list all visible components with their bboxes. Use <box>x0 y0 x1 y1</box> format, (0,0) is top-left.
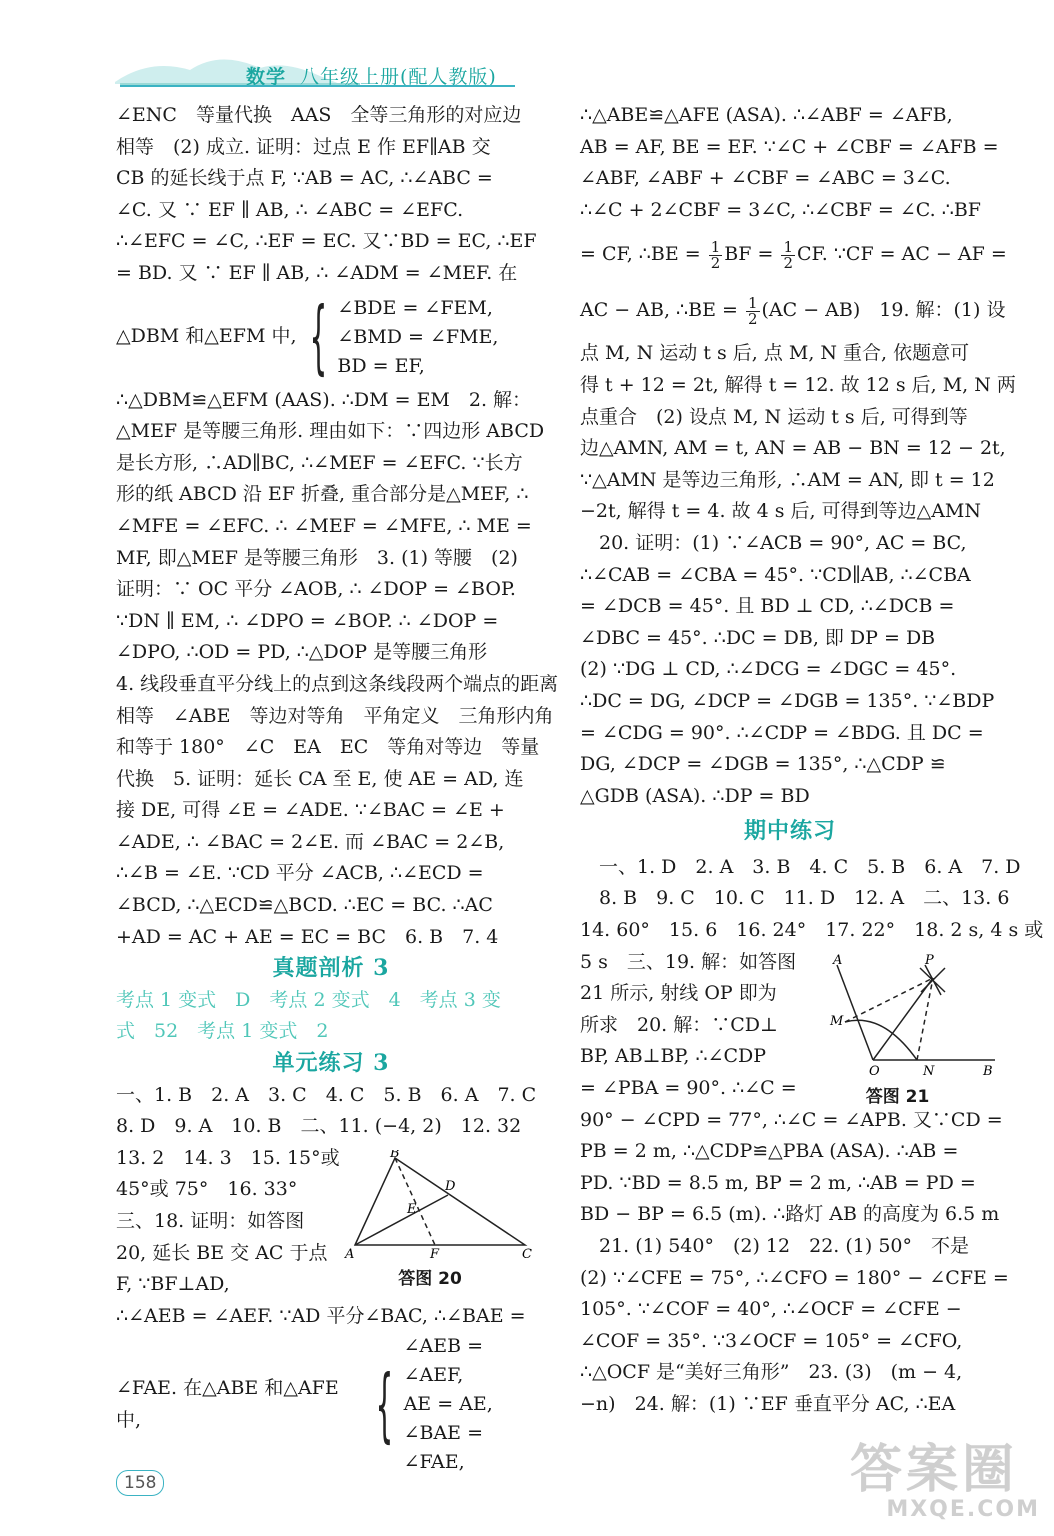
text-line: 5 s 三、19. 解：如答图 <box>580 950 797 973</box>
text-line: (2) ∵∠CFE = 75°, ∴∠CFO = 180° − ∠CFE = <box>580 1266 1009 1289</box>
text-line: −n) 24. 解：(1) ∵EF 垂直平分 AC, ∴EA <box>580 1392 956 1415</box>
text-line: = ∠PBA = 90°. ∴∠C = <box>580 1077 797 1100</box>
brace-prefix: ∠FAE. 在△ABE 和△AFE 中, <box>116 1377 339 1431</box>
fig20-label: E <box>407 1202 417 1217</box>
brace-lines <box>337 294 498 381</box>
text-line: 4. 线段垂直平分线上的点到这条线段两个端点的距离 <box>116 672 559 695</box>
fig20-label: F <box>430 1247 440 1260</box>
text-line: = ∠CDG = 90°. ∴∠CDP = ∠BDG. 且 DC = <box>580 721 984 744</box>
text-line: ∴∠EFC = ∠C, ∴EF = EC. 又∵BD = EC, ∴EF <box>116 230 537 253</box>
text-line: ∴△OCF 是“美好三角形” 23. (3) (m − 4, <box>580 1361 963 1384</box>
fraction: $\frac{1}{2}$ <box>747 293 758 328</box>
text-line: PD. ∵BD = 8.5 m, BP = 2 m, ∴AB = PD = <box>580 1171 976 1194</box>
text-line: F, ∵BF⊥AD, <box>116 1273 230 1296</box>
section-title-zhenti: 真题剖析 3 <box>272 955 390 982</box>
fig21-label: M <box>830 1014 844 1029</box>
text-line: 得 t + 12 = 2t, 解得 t = 12. 故 12 s 后, M, N 两 <box>580 373 1016 396</box>
fig21-label: N <box>923 1064 935 1078</box>
text-line: 代换 5. 证明：延长 CA 至 E, 使 AE = AD, 连 <box>116 767 524 790</box>
figure-21-diagram <box>825 950 1000 1078</box>
header-rule <box>0 0 1054 95</box>
text-line: 8. B 9. C 10. C 11. D 12. A 二、13. 6 <box>580 887 1010 910</box>
text-line: 三、18. 证明：如答图 <box>116 1210 305 1232</box>
text-line: BP, AB⊥BP, ∴∠CDP <box>580 1045 767 1068</box>
page-number: 158 <box>116 1470 164 1496</box>
fig21-label: B <box>983 1064 993 1078</box>
text-line: 所求 20. 解：∵CD⊥ <box>580 1013 778 1036</box>
brace-line: AE = AE, <box>403 1393 493 1416</box>
text-line: 45°或 75° 16. 33° <box>116 1178 298 1201</box>
watermark-line1: 答案圈 <box>850 1440 1019 1500</box>
text-line: 边△AMN, AM = t, AN = AB − BN = 12 − 2t, <box>580 437 1006 460</box>
fig20-label: D <box>445 1179 456 1194</box>
text-line: 点重合 (2) 设点 M, N 运动 t s 后, 可得到等 <box>580 405 968 428</box>
text-line: 13. 2 14. 3 15. 15°或 <box>116 1146 340 1169</box>
text-line: 20, 延长 BE 交 AC 于点 <box>116 1241 328 1264</box>
text-line: 相等 ∠ABE 等边对等角 平角定义 三角形内角 <box>116 704 554 727</box>
text-line: ∴∠CAB = ∠CBA = 45°. ∵CD∥AB, ∴∠CBA <box>580 563 971 586</box>
text-line: ∠C. 又 ∵ EF ∥ AB, ∴ ∠ABC = ∠EFC. <box>116 198 464 221</box>
brace-system-1 <box>116 290 546 384</box>
figure-20 <box>340 1150 540 1289</box>
text-line: = ∠DCB = 45°. 且 BD ⊥ CD, ∴∠DCB = <box>580 595 955 618</box>
text-line: 证明：∵ OC 平分 ∠AOB, ∴ ∠DOP = ∠BOP. <box>116 578 516 601</box>
text-line: ∠DBC = 45°. ∴DC = DB, 即 DP = DB <box>580 626 936 649</box>
brace-line: BD = EF, <box>337 354 425 377</box>
text-line: ∴△ABE≌△AFE (ASA). ∴∠ABF = ∠AFB, <box>580 104 953 126</box>
text-line: 和等于 180° ∠C EA EC 等角对等边 等量 <box>116 736 540 759</box>
watermark-logo <box>850 1440 1040 1528</box>
fraction-line: = CF, ∴BE = $\frac{1}{2}$ BF = $\frac{1}{2}$ CF. ∵CF = AC − AF = <box>580 237 1007 272</box>
text-line: AB = AF, BE = EF. ∵∠C + ∠CBF = ∠AFB = <box>580 135 999 158</box>
text-line: ∠MFE = ∠EFC. ∴ ∠MEF = ∠MFE, ∴ ME = <box>116 514 532 537</box>
figure-20-caption: 答图 20 <box>398 1269 462 1289</box>
text-line: ∴∠C + 2∠CBF = 3∠C, ∴∠CBF = ∠C. ∴BF <box>580 198 981 221</box>
text-line: 一、1. B 2. A 3. C 4. C 5. B 6. A 7. C <box>116 1083 537 1106</box>
text-line: BD − BP = 6.5 (m). ∴路灯 AB 的高度为 6.5 m <box>580 1203 1000 1226</box>
text-line: +AD = AC + AE = EC = BC 6. B 7. 4 <box>116 925 499 948</box>
text-line: 式 52 考点 1 变式 2 <box>116 1020 329 1043</box>
text-line: MF, 即△MEF 是等腰三角形 3. (1) 等腰 (2) <box>116 546 518 569</box>
fig21-label: O <box>869 1064 880 1078</box>
header-subject: 数学 <box>246 66 287 88</box>
fraction-line: AC − AB, ∴BE = $\frac{1}{2}$ (AC − AB) 19. 解：(1) 设 <box>580 293 1006 328</box>
figure-21-caption: 答图 21 <box>865 1087 930 1107</box>
text-line: ∠BCD, ∴△ECD≌△BCD. ∴EC = BC. ∴AC <box>116 894 493 917</box>
text-line: 105°. ∵∠COF = 40°, ∴∠OCF = ∠CFE − <box>580 1298 962 1321</box>
text-line: 20. 证明：(1) ∵∠ACB = 90°, AC = BC, <box>580 531 967 554</box>
text-line: △GDB (ASA). ∴DP = BD <box>580 784 810 807</box>
section-title-qizhong: 期中练习 <box>743 818 836 845</box>
text-line: 8. D 9. A 10. B 二、11. (−4, 2) 12. 32 <box>116 1115 522 1138</box>
text-line: 接 DE, 可得 ∠E = ∠ADE. ∵∠BAC = ∠E + <box>116 799 505 822</box>
text-line: 考点 1 变式 D 考点 2 变式 4 考点 3 变 <box>116 988 501 1011</box>
fraction: $\frac{1}{2}$ <box>783 237 793 272</box>
text-line: ∠COF = 35°. ∵3∠OCF = 105° = ∠CFO, <box>580 1329 963 1352</box>
text-line: ∵DN ∥ EM, ∴ ∠DPO = ∠BOP. ∴ ∠DOP = <box>116 609 499 632</box>
text-line: 21 所示, 射线 OP 即为 <box>580 982 777 1005</box>
brace-line: ∠AEB = ∠AEF, <box>403 1335 483 1387</box>
text-line: 21. (1) 540° (2) 12 22. (1) 50° 不是 <box>580 1235 969 1257</box>
brace-icon: { <box>375 1357 394 1451</box>
text-line: △MEF 是等腰三角形. 理由如下：∵四边形 ABCD <box>116 420 545 443</box>
text-line: 90° − ∠CPD = 77°, ∴∠C = ∠APB. 又∵CD = <box>580 1108 1003 1131</box>
watermark-line2: MXQE.COM <box>886 1497 1040 1522</box>
text-line: ∠ENC 等量代换 AAS 全等三角形的对应边 <box>116 104 522 126</box>
figure-20-diagram <box>340 1150 540 1260</box>
header-book: 八年级上册(配人教版) <box>300 66 497 88</box>
brace-icon: { <box>309 290 327 384</box>
brace-line: ∠BAE = ∠FAE, <box>403 1422 483 1474</box>
text-line: ∠ABF, ∠ABF + ∠CBF = ∠ABC = 3∠C. <box>580 167 951 190</box>
text-line: 相等 (2) 成立. 证明：过点 E 作 EF∥AB 交 <box>116 135 491 158</box>
right-column <box>580 100 1044 1421</box>
text-line: ∠DPO, ∴OD = PD, ∴△DOP 是等腰三角形 <box>116 641 488 664</box>
brace-line: ∠BMD = ∠FME, <box>337 325 499 348</box>
text-line: 点 M, N 运动 t s 后, 点 M, N 重合, 依题意可 <box>580 342 970 365</box>
page-header <box>0 0 1054 95</box>
brace-line: ∠BDE = ∠FEM, <box>337 296 493 319</box>
text-line: (2) ∵DG ⊥ CD, ∴∠DCG = ∠DGC = 45°. <box>580 658 957 681</box>
text-line: ∴DC = DG, ∠DCP = ∠DGB = 135°. ∵∠BDP <box>580 689 995 712</box>
text-line: ∵△AMN 是等边三角形, ∴AM = AN, 即 t = 12 <box>580 468 995 491</box>
fraction: $\frac{1}{2}$ <box>710 237 721 272</box>
figure-21 <box>825 950 1000 1107</box>
fig20-label: C <box>522 1247 532 1260</box>
text-line: PB = 2 m, ∴△CDP≌△PBA (ASA). ∴AB = <box>580 1140 959 1163</box>
fig20-label: B <box>390 1150 400 1161</box>
text-line: 形的纸 ABCD 沿 EF 折叠, 重合部分是△MEF, ∴ <box>116 483 529 506</box>
text-line: −2t, 解得 t = 4. 故 4 s 后, 可得到等边△AMN <box>580 500 982 523</box>
text-line: CB 的延长线于点 F, ∵AB = AC, ∴∠ABC = <box>116 167 493 190</box>
text-line: 一、1. D 2. A 3. B 4. C 5. B 6. A 7. D <box>580 855 1021 878</box>
brace-lines <box>404 1332 546 1477</box>
text-line: DG, ∠DCP = ∠DGB = 135°, ∴△CDP ≌ <box>580 753 946 776</box>
text-line: ∴∠AEB = ∠AEF. ∵AD 平分∠BAC, ∴∠BAE = <box>116 1304 526 1327</box>
fig20-label: A <box>345 1247 355 1260</box>
text-line: = BD. 又 ∵ EF ∥ AB, ∴ ∠ADM = ∠MEF. 在 <box>116 261 518 284</box>
brace-prefix: △DBM 和△EFM 中, <box>116 325 297 348</box>
text-line: ∴△DBM≌△EFM (AAS). ∴DM = EM 2. 解： <box>116 388 532 411</box>
fig21-label: A <box>833 953 843 968</box>
brace-system-2 <box>116 1332 546 1477</box>
text-line: 14. 60° 15. 6 16. 24° 17. 22° 18. 2 s, 4 s 或 <box>580 919 1044 942</box>
section-title-danyuan: 单元练习 3 <box>272 1050 390 1077</box>
text-line: 是长方形, ∴AD∥BC, ∴∠MEF = ∠EFC. ∵长方 <box>116 451 523 474</box>
text-line: ∠ADE, ∴ ∠BAC = 2∠E. 而 ∠BAC = 2∠B, <box>116 830 505 853</box>
fig21-label: P <box>925 953 934 968</box>
text-line: ∴∠B = ∠E. ∵CD 平分 ∠ACB, ∴∠ECD = <box>116 862 484 885</box>
